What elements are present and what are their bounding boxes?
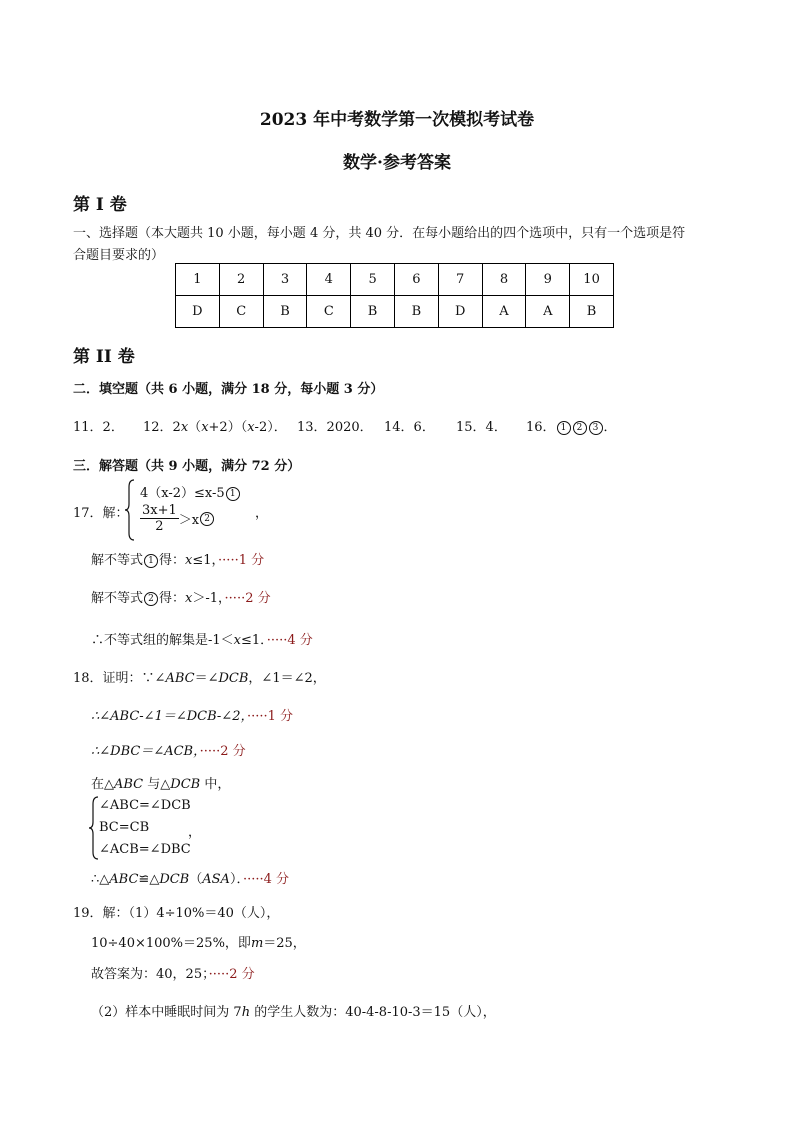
q18-condition-3: ∠ACB=∠DBC (99, 842, 191, 857)
score-mark: ·····2 分 (199, 744, 246, 759)
left-brace-icon (124, 479, 136, 541)
fill-answer-12: 12．2x（x+2）（x-2）． (143, 420, 287, 435)
q18-system-comma: ， (188, 825, 202, 840)
table-cell: A (482, 296, 526, 328)
solve-heading: 三．解答题（共 9 小题，满分 72 分） (73, 459, 301, 474)
q17-step-3: ∴不等式组的解集是-1＜x≤1．·····4 分 (91, 633, 313, 648)
table-cell: B (394, 296, 438, 328)
table-cell: D (176, 296, 220, 328)
table-cell: C (219, 296, 263, 328)
fill-answer-16: 16． 1 2 3 ． (526, 420, 617, 435)
table-row-answers (176, 296, 614, 328)
fill-answer-14: 14．6． (384, 420, 435, 435)
table-cell: 9 (526, 264, 570, 296)
table-cell: 10 (570, 264, 614, 296)
fraction: $\frac{3x+1}{2}$ (142, 503, 177, 534)
table-cell: 6 (394, 264, 438, 296)
fill-answer-11: 11．2． (73, 420, 124, 435)
table-cell: A (526, 296, 570, 328)
q18-line-2: ∴∠ABC-∠1＝∠DCB-∠2，·····1 分 (91, 709, 294, 724)
q17-comma: ， (255, 506, 269, 521)
score-mark: ·····1 分 (218, 553, 265, 568)
instruction-line-2: 合题目要求的） (73, 248, 165, 263)
fill-blank-heading: 二．填空题（共 6 小题，满分 18 分，每小题 3 分） (73, 382, 384, 397)
q18-conclusion: ∴△ABC≌△DCB（ASA）．·····4 分 (91, 872, 290, 887)
page-subtitle: 数学·参考答案 (343, 153, 451, 173)
q18-condition-1: ∠ABC=∠DCB (99, 798, 191, 813)
table-cell: 7 (438, 264, 482, 296)
score-mark: ·····2 分 (224, 591, 271, 606)
section-heading-part2: 第 II 卷 (73, 347, 135, 367)
table-cell: 5 (351, 264, 395, 296)
score-mark: ·····2 分 (208, 967, 255, 982)
q18-line-4: 在△ABC 与△DCB 中， (91, 777, 231, 792)
q19-line-3: 故答案为：40，25；·····2 分 (91, 967, 255, 982)
q18-condition-2: BC=CB (99, 820, 150, 835)
answer-table (175, 263, 614, 328)
q19-line-1: 19．解：（1）4÷10%＝40（人）， (73, 906, 280, 921)
table-cell: 8 (482, 264, 526, 296)
table-cell: C (307, 296, 351, 328)
instruction-line-1: 一、选择题（本大题共 10 小题，每小题 4 分，共 40 分．在每小题给出的四个选项中，只有一个选项是符 (73, 226, 686, 241)
score-mark: ·····4 分 (266, 633, 313, 648)
q19-line-2: 10÷40×100%＝25%，即m＝25， (91, 936, 306, 951)
table-cell: 4 (307, 264, 351, 296)
table-row-numbers (176, 264, 614, 296)
table-cell: B (351, 296, 395, 328)
table-cell: D (438, 296, 482, 328)
q17-label: 17．解： (73, 506, 129, 521)
table-cell: B (263, 296, 307, 328)
fill-answer-13: 13．2020． (297, 420, 373, 435)
q19-line-4: （2）样本中睡眠时间为 7h 的学生人数为：40-4-8-10-3＝15（人）， (91, 1005, 496, 1020)
q17-step-2: 解不等式 2 得：x＞-1，·····2 分 (91, 591, 271, 606)
score-mark: ·····4 分 (242, 872, 290, 887)
page-title: 2023 年中考数学第一次模拟考试卷 (259, 110, 535, 130)
table-cell: 1 (176, 264, 220, 296)
table-cell: 2 (219, 264, 263, 296)
q18-line-1: 18．证明：∵∠ABC＝∠DCB，∠1＝∠2， (73, 671, 326, 686)
q17-step-1: 解不等式 1 得：x≤1，·····1 分 (91, 553, 265, 568)
q17-inequality-1: 4（x-2）≤x-5 1 (140, 482, 241, 501)
q18-line-3: ∴∠DBC＝∠ACB，·····2 分 (91, 744, 246, 759)
score-mark: ·····1 分 (246, 709, 294, 724)
fill-answer-15: 15．4． (456, 420, 507, 435)
table-cell: 3 (263, 264, 307, 296)
section-heading-part1: 第 I 卷 (73, 195, 127, 215)
table-cell: B (570, 296, 614, 328)
q17-inequality-2: $\frac{3x+1}{2}$ ＞x 2 (140, 503, 215, 534)
